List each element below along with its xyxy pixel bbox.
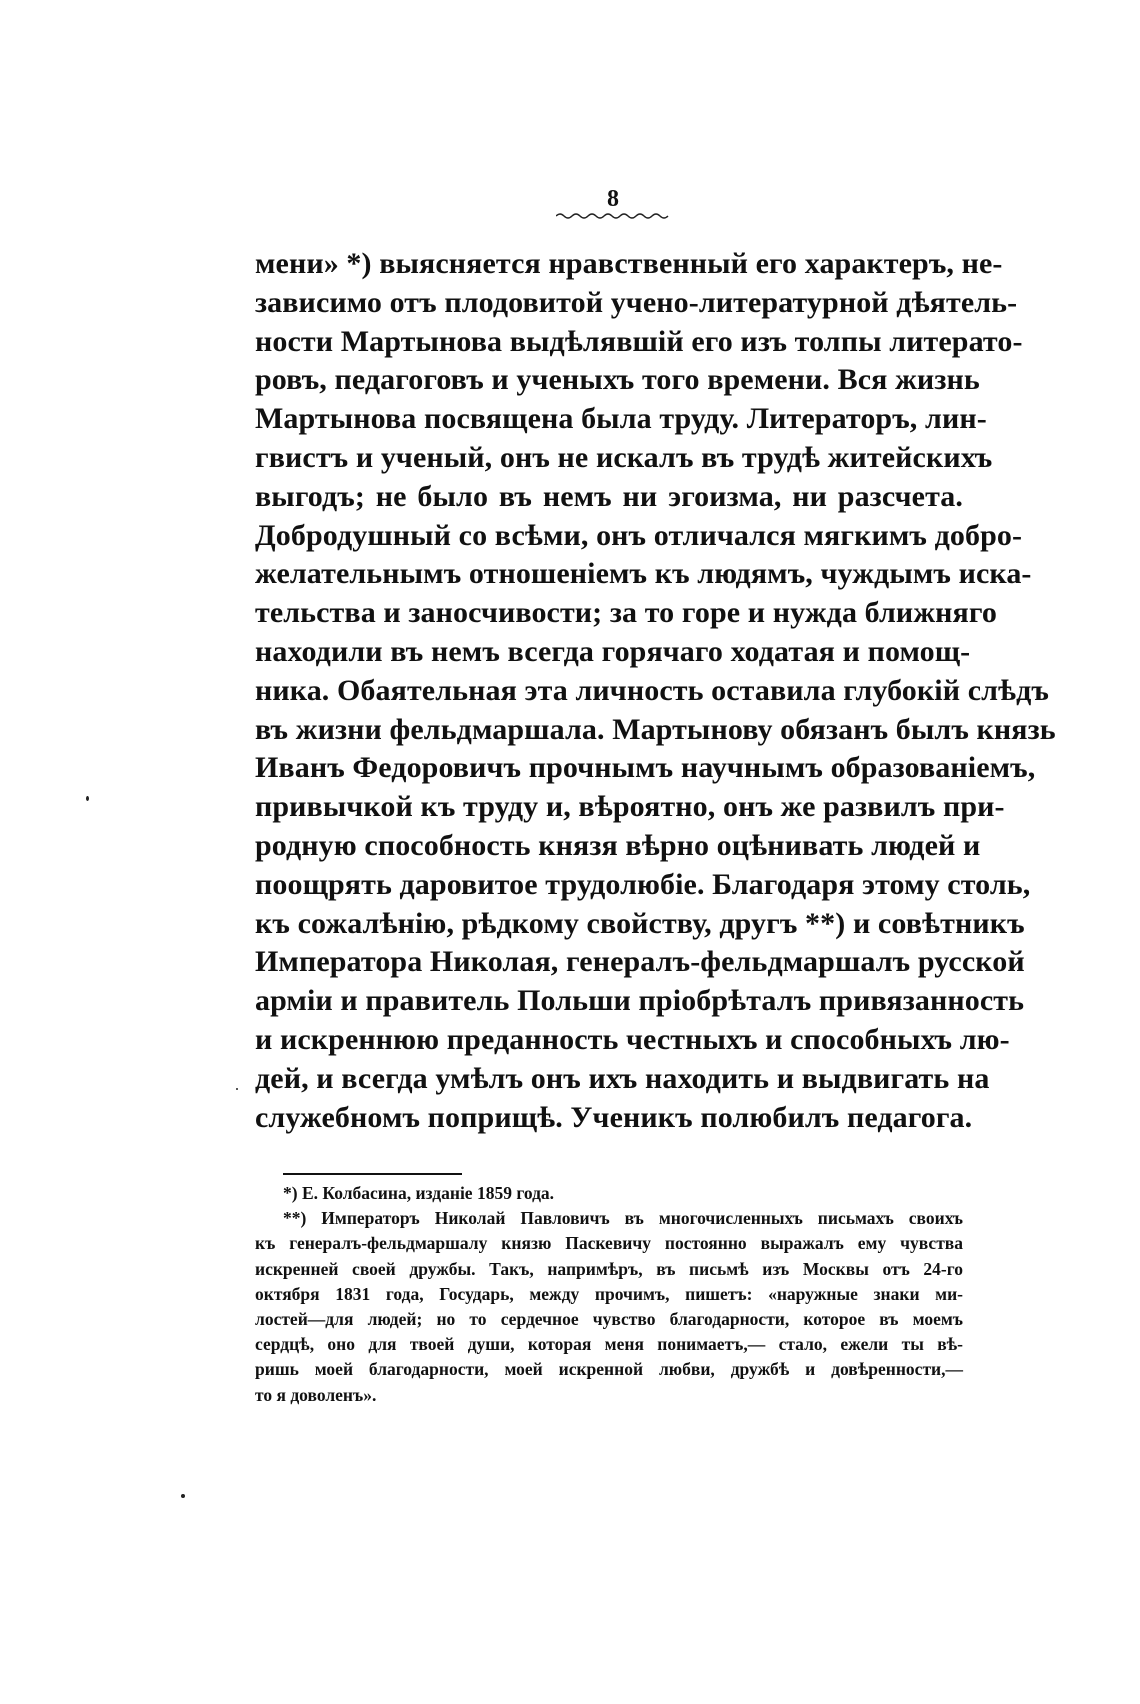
page-number: 8 — [607, 186, 619, 212]
text-line: находили въ немъ всегда горячаго ходатая и помощ- — [255, 634, 971, 668]
footnotes — [255, 1181, 963, 1408]
main-text — [255, 245, 1056, 1137]
text-line: арміи и правитель Польши пріобрѣталъ привязанность — [255, 984, 1025, 1018]
text-line: дей, и всегда умѣлъ онъ ихъ находить и выдвигать на — [255, 1061, 990, 1095]
footnote-divider — [283, 1173, 462, 1175]
scan-speck — [86, 796, 89, 801]
text-line: ровъ, педагоговъ и ученыхъ того времени. Вся жизнь — [255, 363, 980, 397]
wavy-rule-ornament — [556, 210, 672, 220]
text-line: ности Мартынова выдѣлявшій его изъ толпы литерато- — [255, 324, 1023, 358]
footnote-1: *) Е. Колбасина, изданіе 1859 года. — [283, 1183, 555, 1203]
text-line: Императора Николая, генералъ-фельдмаршалъ русской — [255, 945, 1025, 979]
text-line: въ жизни фельдмаршала. Мартынову обязанъ былъ князь — [255, 712, 1056, 746]
text-line: къ сожалѣнію, рѣдкому свойству, другъ **) и совѣтникъ — [255, 906, 1025, 940]
text-line: Мартынова посвящена была труду. Литераторъ, лин- — [255, 402, 987, 436]
text-line: Добродушный со всѣми, онъ отличался мягкимъ добро- — [255, 518, 1023, 552]
text-line: мени» *) выясняется нравственный его характеръ, не- — [255, 247, 1003, 280]
text-line: и искреннюю преданность честныхъ и способныхъ лю- — [255, 1022, 1010, 1056]
footnote-2-line: лостей—для людей; но то сердечное чувство благодарности, которое въ моемъ — [255, 1308, 963, 1329]
footnote-2-line: искренней своей дружбы. Такъ, напримѣръ, въ письмѣ изъ Москвы отъ 24-го — [255, 1258, 963, 1279]
text-line: выгодъ; не было въ немъ ни эгоизма, ни разсчета. — [255, 479, 963, 513]
text-line: ника. Обаятельная эта личность оставила глубокій слѣдъ — [255, 673, 1050, 707]
text-line: гвистъ и ученый, онъ не искалъ въ трудѣ житейскихъ — [255, 440, 993, 474]
footnote-2-line: къ генералъ-фельдмаршалу князю Паскевичу постоянно выражалъ ему чувства — [255, 1233, 963, 1254]
footnote-2-line: октября 1831 года, Государь, между прочимъ, пишетъ: «наружные знаки ми- — [255, 1283, 963, 1304]
scan-speck — [236, 1088, 238, 1090]
text-line: служебномъ поприщѣ. Ученикъ полюбилъ педагога. — [255, 1100, 973, 1134]
text-line: поощрять даровитое трудолюбіе. Благодаря этому столь, — [255, 867, 1031, 901]
text-line: Иванъ Федоровичъ прочнымъ научнымъ образованіемъ, — [255, 751, 1036, 785]
text-line: родную способность князя вѣрно оцѣнивать людей и — [255, 828, 981, 862]
footnote-2-line: **) Императоръ Николай Павловичъ въ многочисленныхъ письмахъ своихъ — [283, 1208, 963, 1229]
scan-speck — [181, 1494, 185, 1498]
text-line: желательнымъ отношеніемъ къ людямъ, чуждымъ иска- — [255, 557, 1032, 591]
footnote-2-line: то я доволенъ». — [255, 1384, 377, 1405]
footnote-2-line: ришь моей благодарности, моей искренной любви, дружбѣ и довѣренности,— — [255, 1359, 963, 1380]
footnote-2-line: сердцѣ, оно для твоей души, которая меня понимаетъ,— стало, ежели ты вѣ- — [255, 1334, 963, 1355]
text-line: зависимо отъ плодовитой учено-литературной дѣятель- — [255, 285, 1018, 319]
text-line: тельства и заносчивости; за то горе и нужда ближняго — [255, 596, 997, 630]
text-line: привычкой къ труду и, вѣроятно, онъ же развилъ при- — [255, 790, 1005, 824]
